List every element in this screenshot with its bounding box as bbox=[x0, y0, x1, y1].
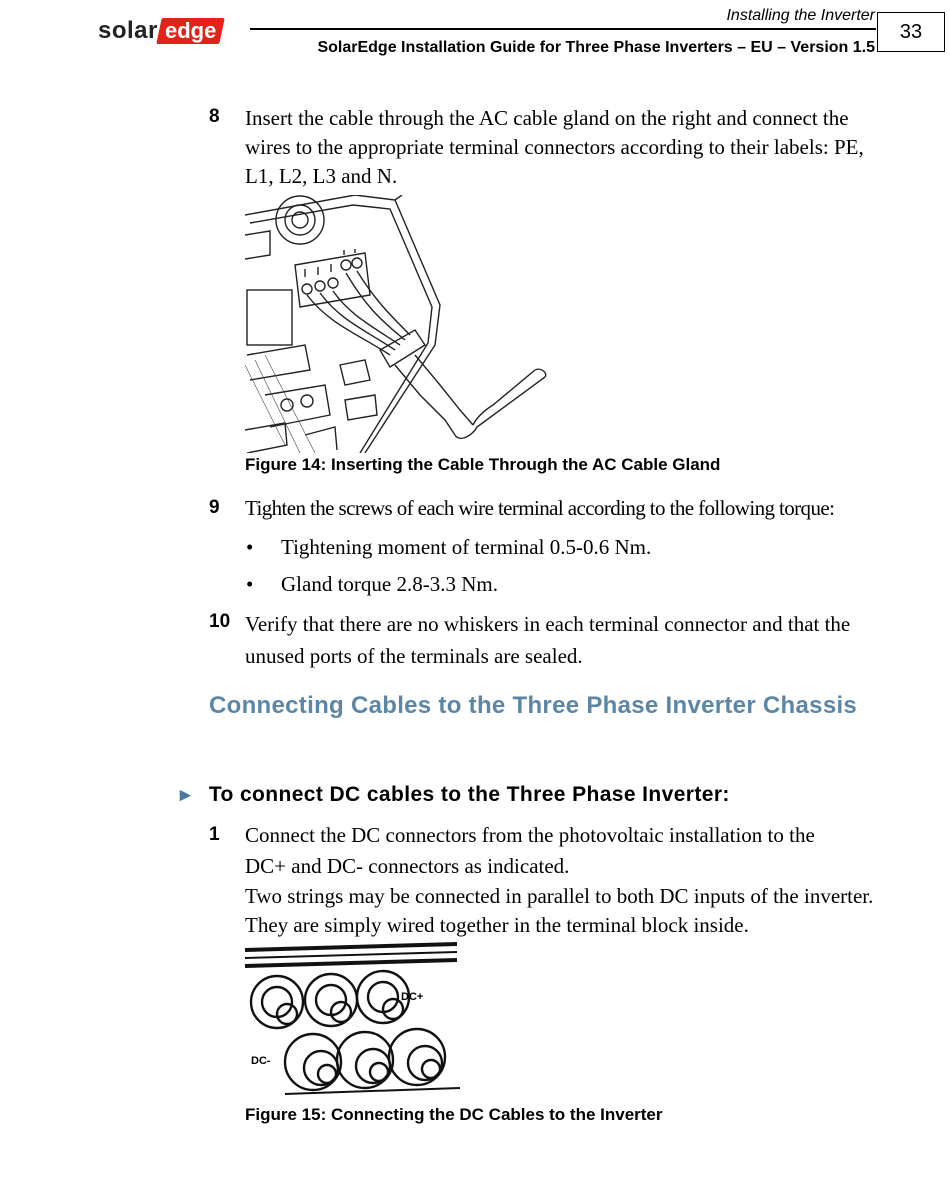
figure-14-caption: Figure 14: Inserting the Cable Through the AC Cable Gland bbox=[245, 455, 721, 474]
header-guide-title: SolarEdge Installation Guide for Three Phase Inverters – EU – Version 1.5 bbox=[317, 39, 875, 56]
logo-text-edge: edge bbox=[156, 18, 225, 44]
header-section-title: Installing the Inverter bbox=[726, 7, 875, 24]
step-number: 10 bbox=[209, 611, 231, 632]
step-text: Tighten the screws of each wire terminal according to the following torque: bbox=[245, 496, 835, 520]
step-text: Insert the cable through the AC cable gland on the right and connect the wires to the appropriate terminal connectors according to their labels: PE, L1, L2, L3 and N. bbox=[245, 106, 864, 188]
logo-text-solar: solar bbox=[98, 17, 158, 44]
step-number: 9 bbox=[209, 497, 220, 518]
figure-15-caption: Figure 15: Connecting the DC Cables to the Inverter bbox=[245, 1105, 663, 1124]
dc-plus-label: DC+ bbox=[401, 991, 424, 1003]
dc-connectors-figure bbox=[245, 942, 465, 1102]
solaredge-logo bbox=[98, 17, 222, 45]
page-number: 33 bbox=[877, 12, 945, 52]
ac-cable-gland-figure bbox=[245, 195, 550, 453]
dc-minus-label: DC- bbox=[251, 1055, 271, 1067]
procedure-arrow-icon: ► bbox=[176, 785, 195, 806]
section-heading: Connecting Cables to the Three Phase Inverter Chassis bbox=[209, 692, 858, 719]
step-number: 8 bbox=[209, 106, 220, 127]
step-text: Connect the DC connectors from the photovoltaic installation to the DC+ and DC- connectors as indicated. Two strings may be connected in parallel to both DC inputs of the inverter. They are simply wired together in the terminal block inside. bbox=[245, 823, 874, 937]
header-rule bbox=[250, 28, 876, 30]
step-number: 1 bbox=[209, 824, 220, 845]
step-text: Verify that there are no whiskers in each terminal connector and that the unused ports of the terminals are sealed. bbox=[245, 612, 851, 668]
procedure-title: ► To connect DC cables to the Three Phase Inverter: bbox=[176, 783, 730, 806]
